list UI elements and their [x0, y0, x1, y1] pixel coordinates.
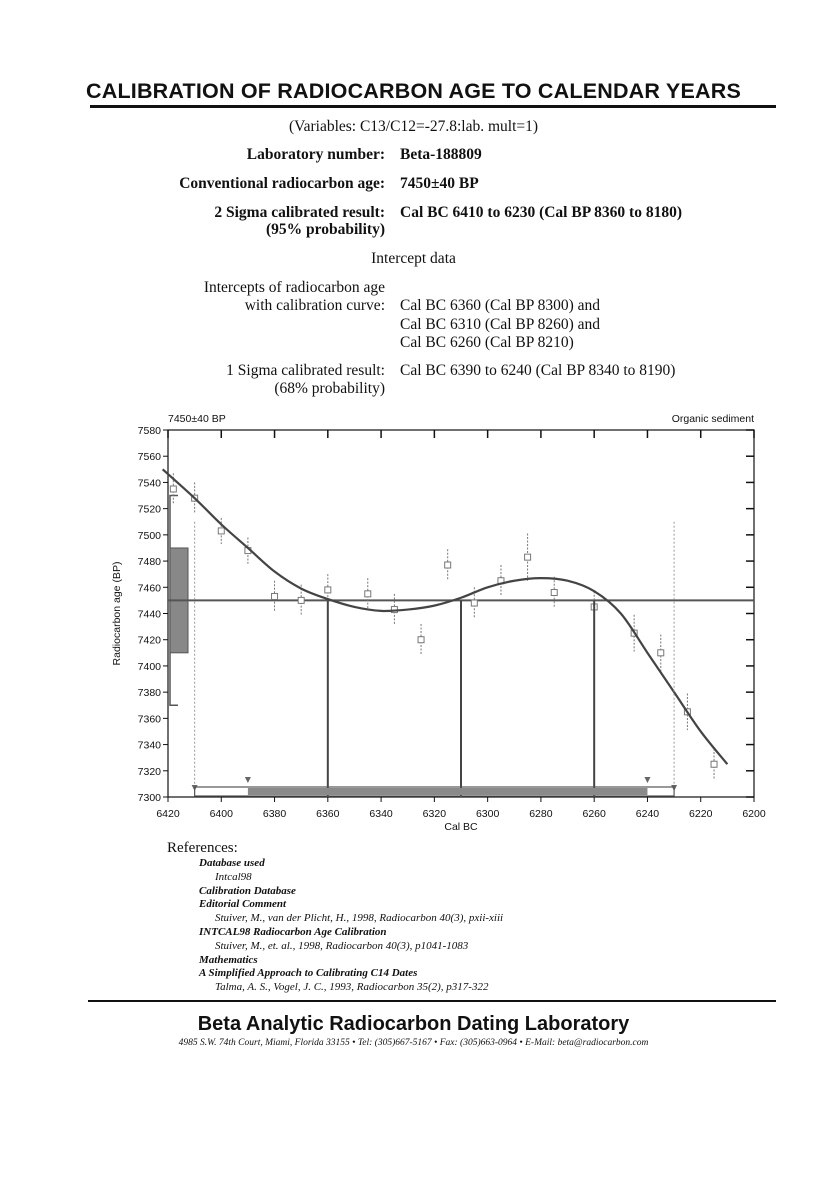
reference-line: Editorial Comment [199, 898, 287, 911]
data-point [525, 554, 531, 560]
x-tick-label: 6420 [156, 808, 180, 820]
y-tick-label: 7580 [137, 425, 161, 437]
document-title: CALIBRATION OF RADIOCARBON AGE TO CALENDAR YEARS [85, 79, 741, 103]
y-tick-label: 7360 [137, 713, 161, 726]
lab-address: 4985 S.W. 74th Court, Miami, Florida 33155 • Tel: (305)667-5167 • Fax: (305)663-0964 • E-Mail: beta@radiocarbon.com [178, 1038, 649, 1048]
one-sigma-value: Cal BC 6390 to 6240 (Cal BP 8340 to 8190) [400, 362, 676, 379]
lab-number-value: Beta-188809 [400, 146, 482, 163]
x-tick-label: 6240 [635, 808, 660, 820]
reference-line: Talma, A. S., Vogel, J. C., 1993, Radiocarbon 35(2), p317-322 [215, 981, 489, 994]
x-tick-label: 6340 [369, 808, 393, 820]
y-tick-label: 7540 [137, 477, 161, 490]
chart-title-right: Organic sediment [671, 413, 754, 425]
data-point [658, 650, 664, 656]
data-point [711, 761, 717, 767]
two-sigma-value: Cal BC 6410 to 6230 (Cal BP 8360 to 8180) [400, 204, 683, 221]
lab-number-label: Laboratory number: [246, 146, 385, 163]
reference-line: Intcal98 [215, 870, 252, 883]
y-tick-label: 7400 [137, 660, 161, 673]
y-tick-label: 7440 [137, 608, 161, 621]
reference-line: Mathematics [199, 953, 258, 966]
x-tick-label: 6380 [262, 808, 287, 820]
conventional-age-label: Conventional radiocarbon age: [179, 175, 385, 192]
one-sigma-calendar-range [248, 788, 648, 795]
data-point [445, 562, 451, 568]
reference-line: Database used [199, 857, 265, 869]
y-tick-label: 7560 [137, 451, 161, 464]
y-tick-label: 7340 [137, 739, 161, 752]
y-tick-label: 7500 [137, 529, 161, 542]
reference-line: Calibration Database [199, 884, 296, 897]
reference-line: INTCAL98 Radiocarbon Age Calibration [199, 926, 387, 938]
calibration-curve [163, 469, 728, 764]
reference-line: A Simplified Approach to Calibrating C14 Dates [199, 967, 418, 980]
x-axis-label: Cal BC [444, 821, 478, 833]
two-sigma-probability: (95% probability) [266, 221, 385, 238]
data-point [418, 637, 424, 643]
y-tick-label: 7480 [137, 556, 161, 569]
x-tick-label: 6320 [422, 808, 447, 820]
intercept-heading: Intercept data [371, 250, 456, 267]
one-sigma-probability: (68% probability) [274, 380, 385, 397]
data-point [471, 600, 477, 606]
x-tick-label: 6360 [316, 808, 340, 820]
data-point [272, 593, 278, 599]
footer-rule [88, 1000, 776, 1002]
y-axis-label: Radiocarbon age (BP) [111, 561, 123, 666]
data-point [298, 597, 304, 603]
two-sigma-label: 2 Sigma calibrated result: [214, 204, 385, 221]
x-tick-label: 6220 [689, 808, 713, 820]
x-tick-label: 6260 [582, 808, 606, 820]
reference-line: Stuiver, M., et. al., 1998, Radiocarbon 40(3), p1041-1083 [215, 939, 469, 952]
data-point [218, 528, 224, 534]
data-point [551, 590, 557, 596]
x-tick-label: 6200 [742, 808, 766, 820]
x-tick-label: 6280 [529, 808, 553, 820]
y-tick-label: 7520 [137, 503, 161, 516]
x-tick-label: 6400 [209, 808, 233, 820]
x-tick-label: 6300 [475, 808, 500, 820]
y-tick-label: 7320 [137, 765, 161, 778]
one-sigma-label: 1 Sigma calibrated result: [226, 362, 385, 379]
one-sigma-arrow [245, 777, 251, 783]
intercepts-label-line1: Intercepts of radiocarbon age [203, 279, 385, 296]
y-tick-label: 7460 [137, 582, 161, 595]
intercept-value-3: Cal BC 6260 (Cal BP 8210) [400, 334, 574, 351]
one-sigma-arrow [644, 777, 650, 783]
data-point [170, 486, 176, 492]
data-point [325, 587, 331, 593]
lab-name: Beta Analytic Radiocarbon Dating Laboratory [197, 1013, 630, 1035]
intercept-value-2: Cal BC 6310 (Cal BP 8260) and [400, 316, 601, 333]
y-tick-label: 7300 [137, 792, 161, 804]
chart-title-left: 7450±40 BP [168, 413, 226, 425]
variables-line: (Variables: C13/C12=-27.8:lab. mult=1) [288, 118, 539, 135]
intercepts-label-line2: with calibration curve: [244, 297, 385, 314]
conventional-age-value: 7450±40 BP [400, 175, 479, 192]
y-tick-label: 7380 [137, 687, 161, 700]
y-tick-label: 7420 [137, 634, 161, 647]
reference-line: Stuiver, M., van der Plicht, H., 1998, Radiocarbon 40(3), pxii-xiii [215, 912, 504, 925]
intercept-value-1: Cal BC 6360 (Cal BP 8300) and [400, 297, 601, 314]
references-heading: References: [167, 840, 238, 856]
data-point [365, 591, 371, 597]
